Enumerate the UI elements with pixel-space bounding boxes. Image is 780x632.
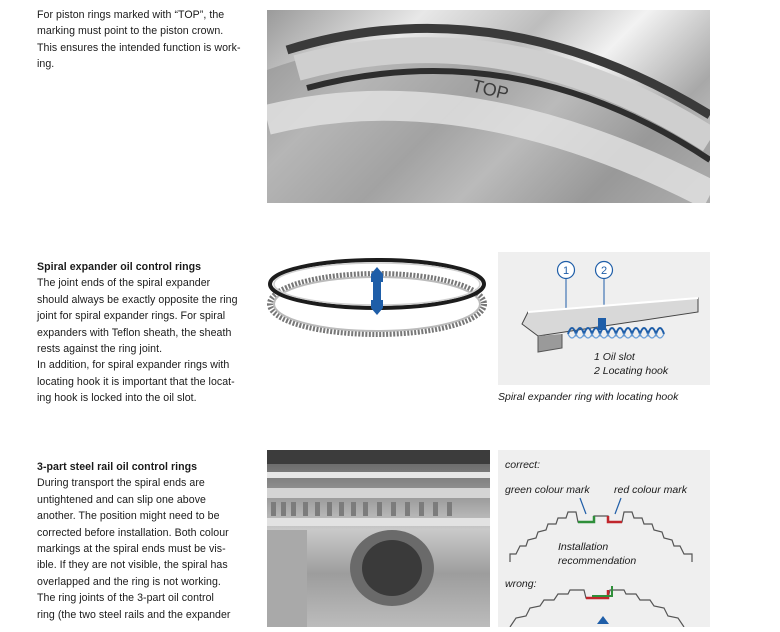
red-colour-mark [608,516,622,522]
piston-ring-top-photo [267,10,710,203]
arrow-up-icon [597,616,609,624]
colour-mark-diagram [498,450,710,627]
callout-2-label: 2 [600,265,608,277]
recommendation-label: recommendation [558,555,637,567]
arrow-down-icon [371,300,383,315]
correct-label: correct: [505,459,541,471]
legend-locating-hook: 2 Locating hook [594,365,669,377]
spiral-expander-paragraph [37,259,262,407]
steel-rail-text: During transport the spiral ends are untightened and can slip one above another. The position might need to be corrected before installation. Both colour markings at the spiral ends must be vis- ible. If they are not visible, the spiral has overlapped and the ring is not working. The ring joints of the 3-part oil control ring (the two steel rails and the expander [37,477,231,621]
legend-oil-slot: 1 Oil slot [594,351,635,363]
locating-hook-diagram [498,252,710,385]
top-marking-label: TOP [470,75,511,104]
diagram-caption: Spiral expander ring with locating hook [498,391,679,403]
green-colour-mark [578,516,594,522]
red-mark-label: red colour mark [614,484,687,496]
installation-label: Installation [558,541,609,553]
spiral-ring-photo [265,252,490,347]
green-mark-label: green colour mark [505,484,590,496]
spiral-expander-text: The joint ends of the spiral expander should always be exactly opposite the ring joint for spiral expander rings. For spiral expanders with Teflon sheath, the sheath rests against the ring joint. In addition, for spiral expander rings with locating hook it is important that the locat- ing hook is locked into the oil slot. [37,277,238,405]
callout-1-label: 1 [562,265,570,277]
wrong-label: wrong: [505,578,537,590]
steel-rail-paragraph [37,459,262,623]
steel-rail-heading: 3-part steel rail oil control rings [37,461,198,473]
steel-rail-photo [267,450,490,627]
spiral-expander-heading: Spiral expander oil control rings [37,261,202,273]
top-marking-text: For piston rings marked with “TOP”, the marking must point to the piston crown. This ensures the intended function is work- ing. [37,9,241,71]
arrow-up-icon [371,267,383,282]
top-marking-paragraph [37,7,262,73]
